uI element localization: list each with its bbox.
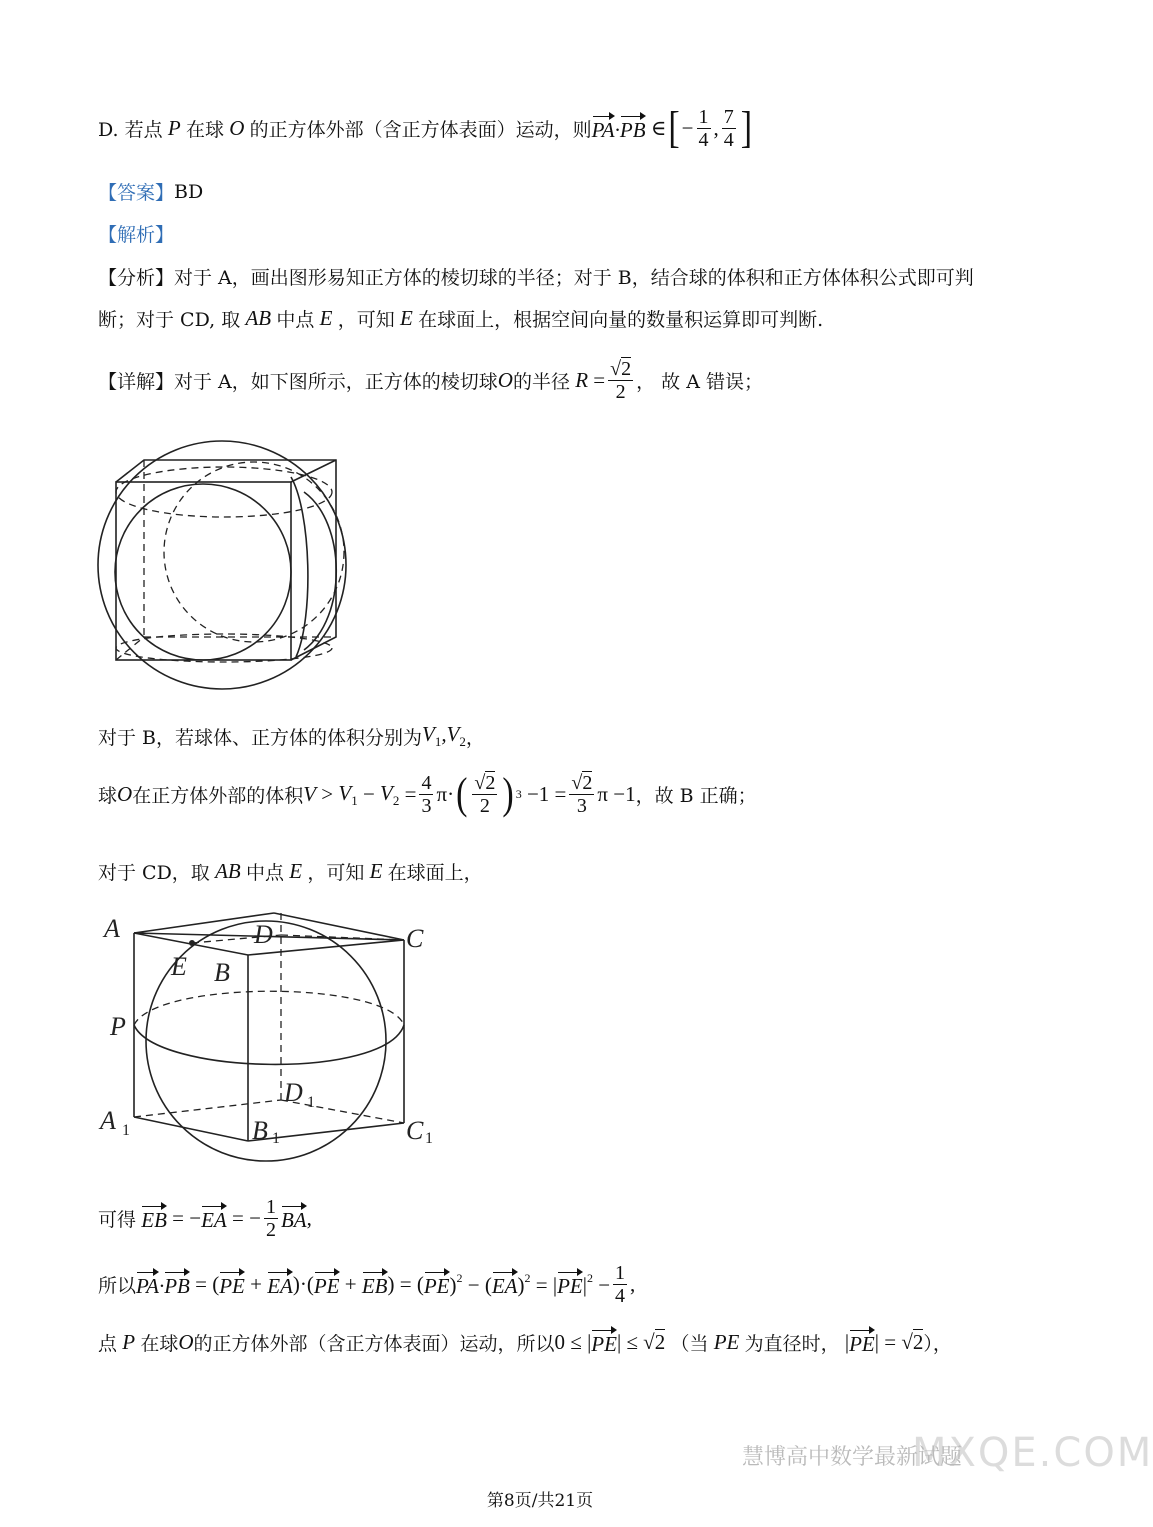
- frac-quarter: $\frac{1}{4}$: [615, 1262, 626, 1307]
- var-v1-v2: $V_1,V_2$: [422, 722, 466, 749]
- option-d-mid2: 的正方体外部（含正方体表面）运动，则: [249, 119, 592, 141]
- in-symbol: ∈: [645, 116, 667, 140]
- cd-text-d: 在球面上，: [387, 862, 483, 884]
- fenxi-text-2d: 在球面上，根据空间向量的数量积运算即可判断.: [418, 309, 824, 331]
- b-line: [98, 722, 485, 750]
- eb-line: 可得 EB = − EA = − $\frac{1}{2}$ BA ,: [98, 1196, 312, 1241]
- var-e: E: [314, 306, 338, 330]
- frac-neg-quarter: $\frac{1}{4}$: [698, 106, 709, 151]
- label-d: D: [254, 920, 273, 949]
- last-line: 点 P 在球 O 的正方体外部（含正方体表面）运动，所以 0 ≤ | PE | ≤ √2 （当 PE 为直径时， | PE | = √2 ），: [98, 1330, 952, 1356]
- front-inscribed-circle: [115, 484, 291, 660]
- xiangjie-text-b: 的半径: [512, 371, 570, 393]
- answer-value: BD: [174, 180, 204, 203]
- fenxi-text-1: 【分析】对于 A，画出图形易知正方体的棱切球的半径；对于 B，结合球的体积和正方体体积公式即可判: [98, 267, 974, 289]
- volume-formula: V: [303, 782, 317, 806]
- var-r: R: [569, 368, 589, 392]
- sub-a1: 1: [122, 1122, 130, 1139]
- var-ab2: AB: [209, 859, 246, 883]
- option-d-mid1: 在球: [185, 119, 224, 141]
- last-text-b: 在球: [140, 1333, 179, 1355]
- b-text-a: 对于 B，若球体、正方体的体积分别为: [98, 726, 423, 749]
- frac-sqrt2-3: $\frac{√2}{3}$: [571, 772, 593, 817]
- var-pe: PE: [708, 1330, 745, 1354]
- vol-text-a: 球: [98, 785, 118, 807]
- fenxi-text-2a: 断；对于 CD, 取: [98, 309, 241, 331]
- last-text-f: ），: [923, 1333, 952, 1355]
- var-p: P: [162, 116, 186, 140]
- frac-sqrt2-2: $\frac{√2}{2}$: [610, 358, 632, 403]
- analysis-tag-line: [98, 220, 174, 247]
- fenxi-text-2c: ，可知: [337, 309, 395, 331]
- vec-pa: PA·PB: [592, 114, 646, 143]
- last-text-d: （当: [670, 1333, 709, 1355]
- frac-half: $\frac{1}{2}$: [265, 1196, 276, 1241]
- last-text-a: 点: [98, 1333, 118, 1355]
- equator-front: [134, 1025, 404, 1064]
- dot-product-line: 所以 PA·PB = ( PE + EA )·( PE + EB ) = ( PE )$^2$ − ( EA )$^2$ = | PE $|^2$ − $\frac{1}{4}$ ,: [98, 1262, 636, 1307]
- var-o: O: [223, 116, 250, 140]
- right-bracket: ]: [740, 103, 753, 152]
- figure-cube-sphere: [96, 432, 366, 697]
- analysis-tag: 【解析】: [98, 224, 175, 246]
- eb-text-a: 可得: [98, 1209, 137, 1231]
- watermark-right: MXQE.COM: [912, 1430, 1153, 1476]
- volume-line: 球 O 在正方体外部的体积 V > $V_1$ − $V_2$ = $\frac{4}{3}$ π· ( $\frac{√2}{2}$ ) 3 −1 = $\frac{√2}{3}$ π −1 ，故 B 正确；: [98, 769, 757, 818]
- option-d-prefix: D. 若点: [98, 119, 163, 141]
- fenxi-line-2: [98, 305, 823, 332]
- label-c1: C: [406, 1116, 424, 1145]
- var-e3: E: [283, 859, 308, 883]
- label-d1: D: [284, 1078, 303, 1107]
- var-p2: P: [117, 1330, 141, 1354]
- vol-text-b: 在正方体外部的体积: [132, 785, 304, 807]
- label-b1: B: [252, 1116, 268, 1145]
- answer-tag: 【答案】: [98, 182, 175, 204]
- label-b: B: [214, 958, 230, 987]
- vol-text-c: ，故 B 正确；: [635, 785, 757, 807]
- page-footer: 第8页/共21页: [486, 1491, 594, 1511]
- cd-text-a: 对于 CD，取: [98, 862, 210, 884]
- last-text-e: 为直径时，: [744, 1333, 840, 1355]
- suoyi-text: 所以: [98, 1275, 137, 1297]
- var-o3: O: [117, 782, 133, 806]
- fenxi-text-2b: 中点: [276, 309, 315, 331]
- point-e: [189, 940, 195, 946]
- b-text-b: ，: [465, 726, 485, 749]
- sub-c1: 1: [425, 1130, 433, 1147]
- sub-d1: 1: [307, 1094, 315, 1111]
- right-side-arc: [304, 492, 336, 650]
- answer-line: [98, 178, 203, 205]
- last-text-c: 的正方体外部（含正方体表面）运动，所以: [193, 1333, 555, 1355]
- cd-line: [98, 858, 483, 885]
- eb-formula: EB: [136, 1204, 167, 1233]
- watermark-left: 慧博高中数学最新试题: [742, 1445, 963, 1470]
- cd-text-c: ，可知: [307, 862, 365, 884]
- var-ab: AB: [240, 306, 277, 330]
- label-a1: A: [100, 1106, 116, 1135]
- var-e4: E: [364, 859, 388, 883]
- frac-4-3: $\frac{4}{3}$: [421, 772, 432, 817]
- frac-sqrt2-2b: $\frac{√2}{2}$: [474, 772, 496, 817]
- left-bracket: [: [668, 103, 680, 152]
- xiangjie-text-a: 【详解】对于 A，如下图所示，正方体的棱切球: [98, 371, 498, 393]
- label-a: A: [104, 914, 120, 943]
- frac-seven-quarter: $\frac{7}{4}$: [723, 106, 734, 151]
- var-o2: O: [497, 368, 513, 392]
- label-e: E: [171, 952, 187, 981]
- sub-b1: 1: [272, 1130, 280, 1147]
- cd-text-b: 中点: [245, 862, 284, 884]
- xiangjie-line: 【详解】对于 A，如下图所示，正方体的棱切球 O 的半径 R = $\frac{√2}{2}$ ， 故 A 错误；: [98, 358, 763, 403]
- fenxi-line-1: [98, 263, 974, 290]
- var-o4: O: [178, 1330, 194, 1354]
- figure-cube-ab-sphere: [96, 895, 441, 1170]
- option-d: D. 若点 P 在球 O 的正方体外部（含正方体表面）运动，则 PA·PB ∈ [ − $\frac{1}{4}$ , $\frac{7}{4}$ ]: [98, 103, 753, 152]
- label-p: P: [110, 1012, 126, 1041]
- var-e2: E: [394, 306, 419, 330]
- label-c: C: [406, 924, 424, 953]
- range-formula: 0 ≤ |: [554, 1330, 592, 1354]
- xiangjie-text-c: ， 故 A 错误；: [636, 371, 763, 393]
- dot-formula: PA·PB: [136, 1270, 190, 1299]
